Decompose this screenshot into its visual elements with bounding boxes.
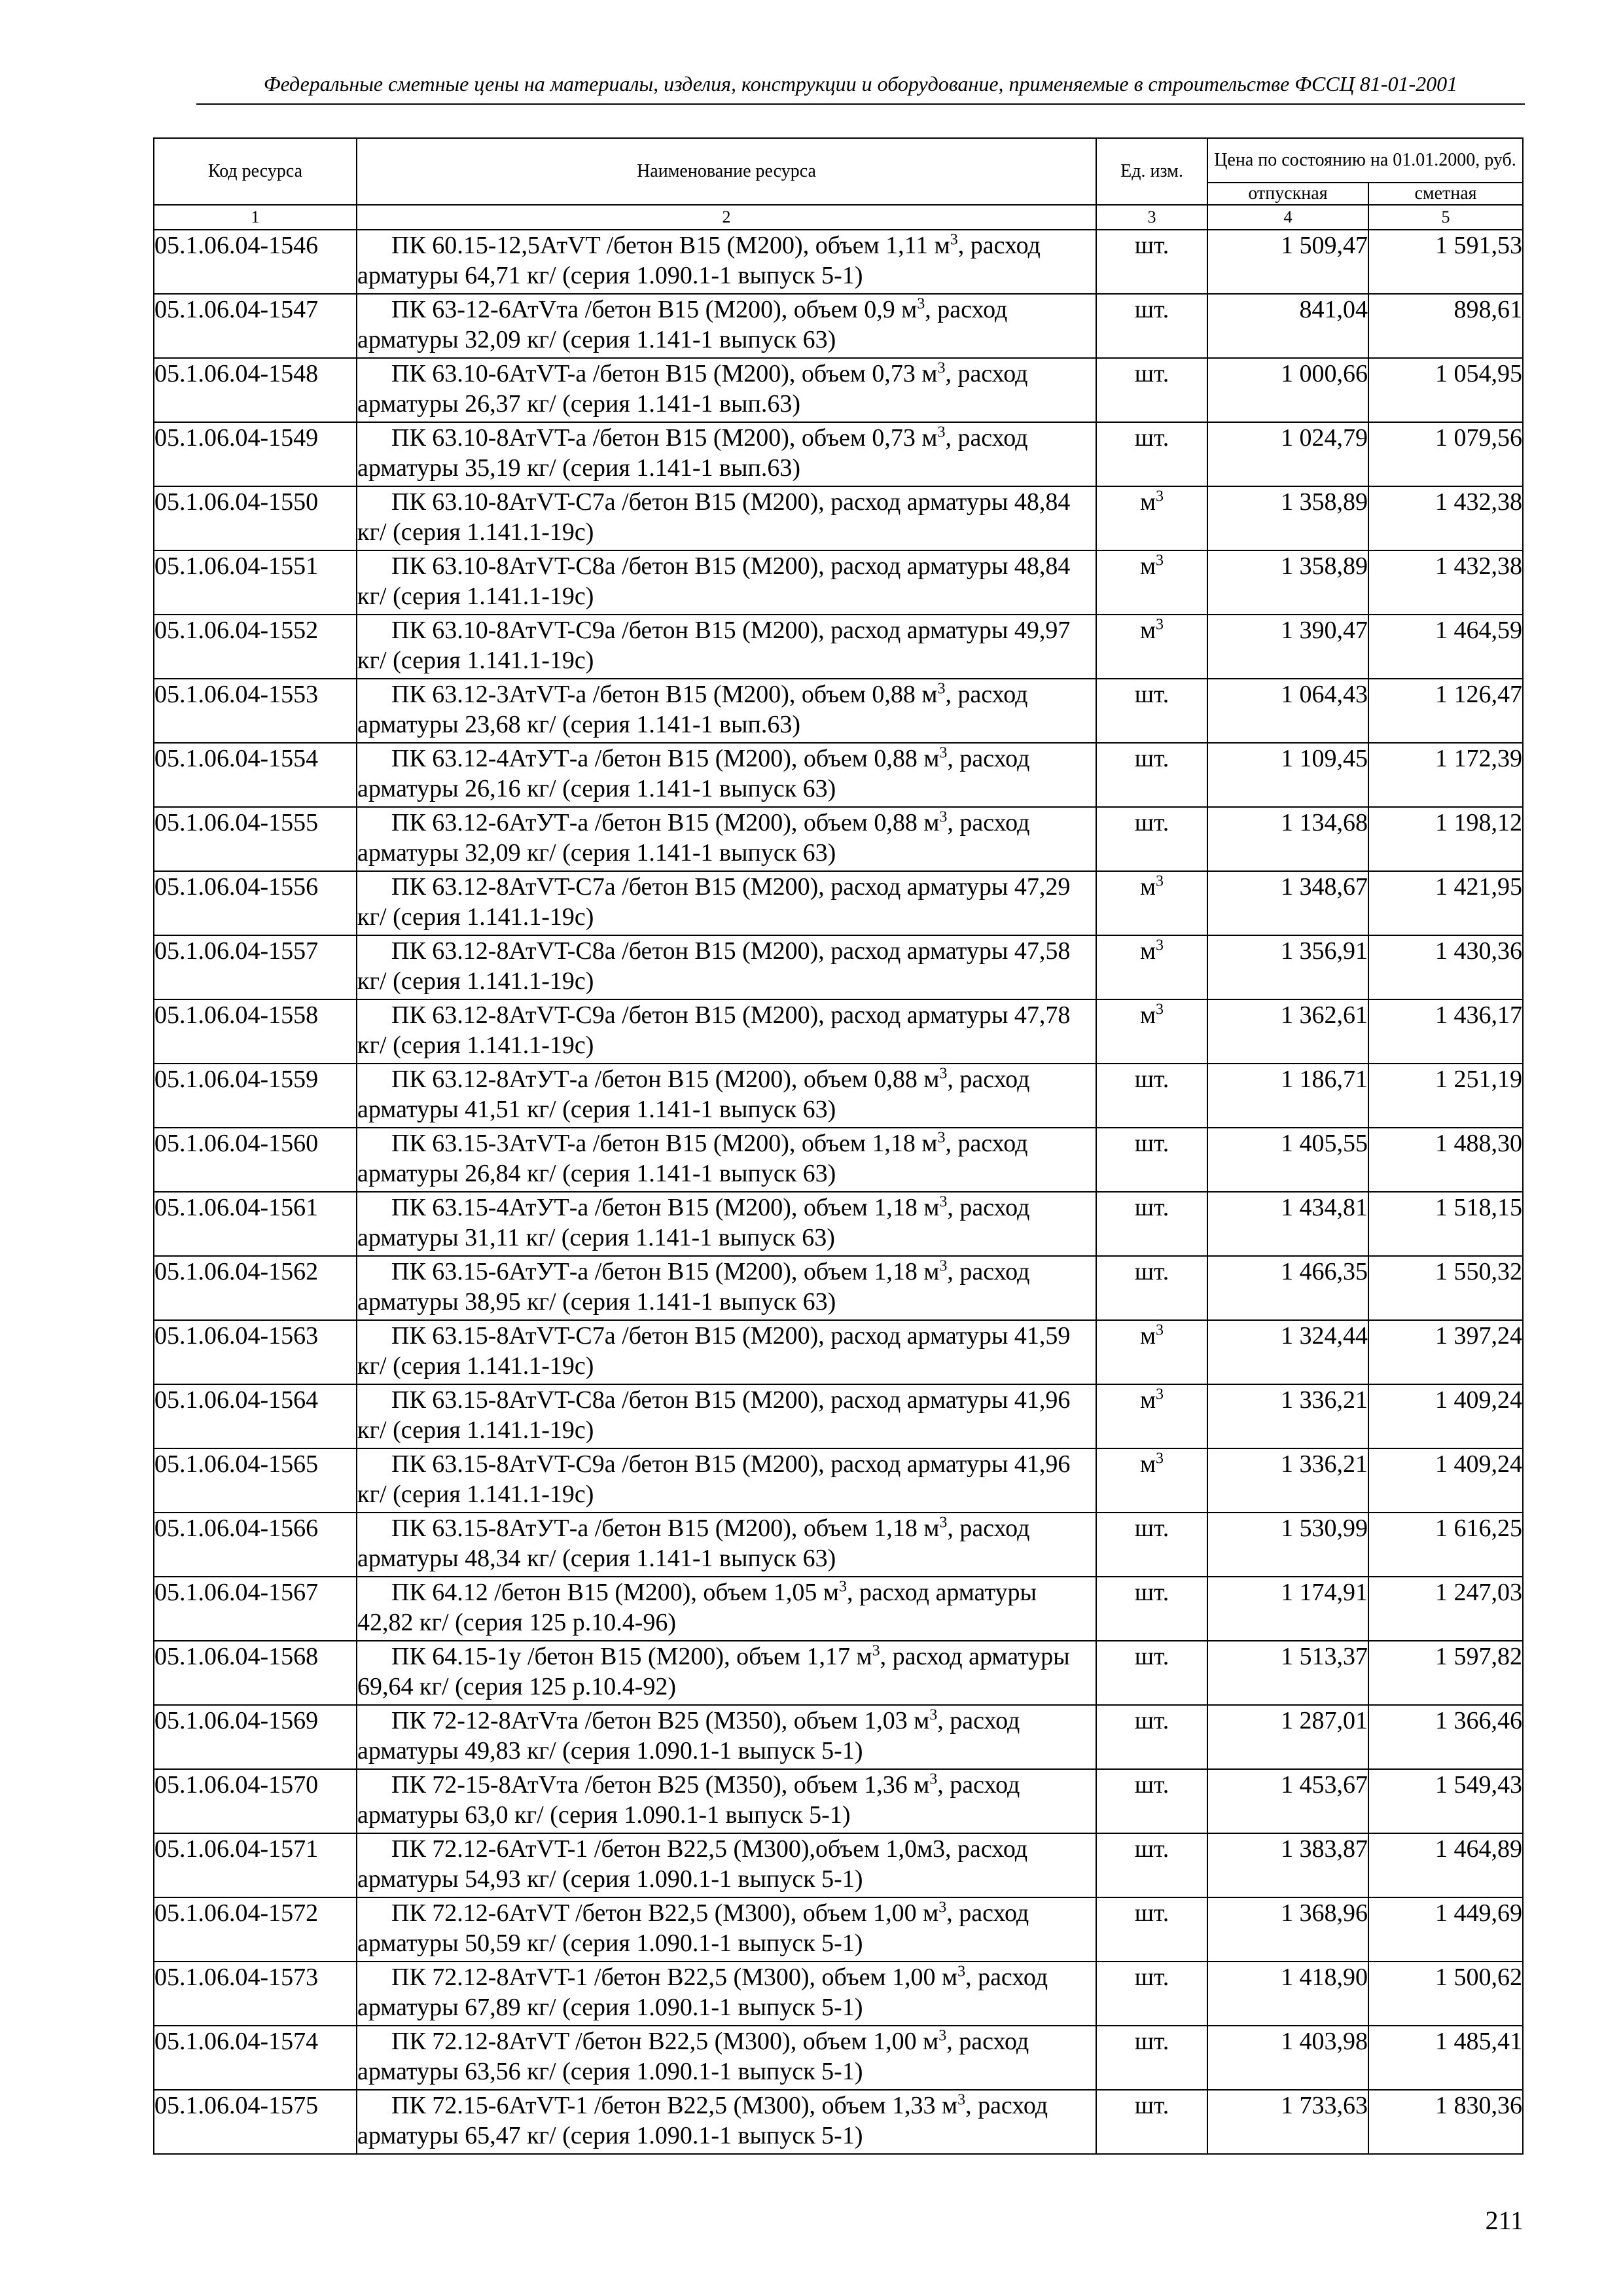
table-row (154, 1897, 1523, 1962)
header-rule (196, 103, 1525, 105)
resource-name-cell: ПК 63.15-8АтVT-С7а /бетон В15 (М200), расход арматуры 41,59 кг/ (серия 1.141.1-19с) (357, 1320, 1096, 1384)
release-price-cell: 1 348,67 (1207, 871, 1368, 935)
estimate-price-cell: 1 449,69 (1368, 1897, 1523, 1962)
page-number: 211 (1485, 2206, 1524, 2235)
table-row (154, 422, 1523, 486)
release-price-cell: 1 356,91 (1207, 935, 1368, 999)
release-price-cell: 1 358,89 (1207, 550, 1368, 615)
table-row (154, 743, 1523, 807)
resource-name-cell: ПК 64.15-1у /бетон В15 (М200), объем 1,17 $м^3$, расход арматуры 69,64 кг/ (серия 125 р.10.4-92) (357, 1641, 1096, 1705)
resource-code-cell: 05.1.06.04-1559 (154, 1064, 357, 1128)
column-number: 2 (357, 205, 1096, 230)
resource-name-cell: ПК 63-12-6АтVта /бетон В15 (М200), объем 0,9 $м^3$, расход арматуры 32,09 кг/ (серия 1.141-1 выпуск 63) (357, 294, 1096, 358)
resource-name-cell: ПК 63.10-8АтVT-С9а /бетон В15 (М200), расход арматуры 49,97 кг/ (серия 1.141.1-19с) (357, 615, 1096, 679)
estimate-price-cell: 1 597,82 (1368, 1641, 1523, 1705)
resource-name-cell: ПК 63.15-6АтУТ-а /бетон В15 (М200), объем 1,18 $м^3$, расход арматуры 38,95 кг/ (серия 1.141-1 выпуск 63) (357, 1256, 1096, 1320)
estimate-price-cell: 1 518,15 (1368, 1192, 1523, 1256)
resource-code-cell: 05.1.06.04-1566 (154, 1513, 357, 1577)
release-price-cell: 1 324,44 (1207, 1320, 1368, 1384)
resource-name-cell: ПК 60.15-12,5АтVT /бетон В15 (М200), объем 1,11 $м^3$, расход арматуры 64,71 кг/ (серия 1.090.1-1 выпуск 5-1) (357, 230, 1096, 294)
table-row (154, 1769, 1523, 1833)
resource-name-cell: ПК 63.12-6АтУТ-а /бетон В15 (М200), объем 0,88 $м^3$, расход арматуры 32,09 кг/ (серия 1.141-1 выпуск 63) (357, 807, 1096, 871)
table-row (154, 999, 1523, 1064)
column-number: 5 (1368, 205, 1523, 230)
unit-cell: шт. (1096, 358, 1207, 422)
table-row (154, 679, 1523, 743)
estimate-price-cell: 1 247,03 (1368, 1577, 1523, 1641)
resource-code-cell: 05.1.06.04-1551 (154, 550, 357, 615)
release-price-cell: 1 466,35 (1207, 1256, 1368, 1320)
estimate-price-cell: 1 464,59 (1368, 615, 1523, 679)
unit-cell: шт. (1096, 1641, 1207, 1705)
unit-cell: шт. (1096, 679, 1207, 743)
release-price-cell: 1 733,63 (1207, 2090, 1368, 2154)
release-price-cell: 1 509,47 (1207, 230, 1368, 294)
resource-code-cell: 05.1.06.04-1575 (154, 2090, 357, 2154)
release-price-cell: 1 336,21 (1207, 1384, 1368, 1448)
resource-code-cell: 05.1.06.04-1570 (154, 1769, 357, 1833)
resource-name-cell: ПК 63.15-3АтVT-а /бетон В15 (М200), объем 1,18 $м^3$, расход арматуры 26,84 кг/ (серия 1.141-1 выпуск 63) (357, 1128, 1096, 1192)
resource-code-cell: 05.1.06.04-1573 (154, 1962, 357, 2026)
release-price-cell: 1 064,43 (1207, 679, 1368, 743)
table-row (154, 1192, 1523, 1256)
table-row (154, 1641, 1523, 1705)
price-table (153, 137, 1524, 2155)
resource-code-cell: 05.1.06.04-1569 (154, 1705, 357, 1769)
table-row (154, 2026, 1523, 2090)
resource-name-cell: ПК 63.10-8АтVT-С7а /бетон В15 (М200), расход арматуры 48,84 кг/ (серия 1.141.1-19с) (357, 486, 1096, 550)
unit-cell: $м^3$ (1096, 615, 1207, 679)
estimate-price-cell: 1 430,36 (1368, 935, 1523, 999)
unit-cell: шт. (1096, 1962, 1207, 2026)
table-row (154, 1320, 1523, 1384)
resource-code-cell: 05.1.06.04-1550 (154, 486, 357, 550)
table-row (154, 871, 1523, 935)
header-estimate-price: сметная (1368, 183, 1523, 205)
estimate-price-cell: 1 500,62 (1368, 1962, 1523, 2026)
unit-cell: шт. (1096, 1192, 1207, 1256)
resource-name-cell: ПК 63.15-8АтVT-С9а /бетон В15 (М200), расход арматуры 41,96 кг/ (серия 1.141.1-19с) (357, 1448, 1096, 1513)
resource-name-cell: ПК 72-12-8АтVта /бетон В25 (М350), объем 1,03 $м^3$, расход арматуры 49,83 кг/ (серия 1.090.1-1 выпуск 5-1) (357, 1705, 1096, 1769)
resource-name-cell: ПК 72.12-6АтVT /бетон В22,5 (М300), объем 1,00 $м^3$, расход арматуры 50,59 кг/ (серия 1.090.1-1 выпуск 5-1) (357, 1897, 1096, 1962)
estimate-price-cell: 1 830,36 (1368, 2090, 1523, 2154)
column-number: 1 (154, 205, 357, 230)
unit-cell: шт. (1096, 1128, 1207, 1192)
estimate-price-cell: 1 432,38 (1368, 550, 1523, 615)
unit-cell: $м^3$ (1096, 999, 1207, 1064)
table-row (154, 230, 1523, 294)
release-price-cell: 1 418,90 (1207, 1962, 1368, 2026)
resource-code-cell: 05.1.06.04-1548 (154, 358, 357, 422)
table-row (154, 1128, 1523, 1192)
unit-cell: шт. (1096, 1833, 1207, 1897)
header-code: Код ресурса (154, 138, 357, 205)
unit-cell: шт. (1096, 807, 1207, 871)
resource-name-cell: ПК 63.12-8АтУТ-а /бетон В15 (М200), объем 0,88 $м^3$, расход арматуры 41,51 кг/ (серия 1.141-1 выпуск 63) (357, 1064, 1096, 1128)
resource-name-cell: ПК 63.12-8АтVT-С9а /бетон В15 (М200), расход арматуры 47,78 кг/ (серия 1.141.1-19с) (357, 999, 1096, 1064)
table-row (154, 550, 1523, 615)
resource-name-cell: ПК 63.15-4АтУТ-а /бетон В15 (М200), объем 1,18 $м^3$, расход арматуры 31,11 кг/ (серия 1.141-1 выпуск 63) (357, 1192, 1096, 1256)
unit-cell: шт. (1096, 2026, 1207, 2090)
unit-cell: $м^3$ (1096, 1384, 1207, 1448)
release-price-cell: 1 186,71 (1207, 1064, 1368, 1128)
table-row (154, 935, 1523, 999)
estimate-price-cell: 1 591,53 (1368, 230, 1523, 294)
release-price-cell: 1 000,66 (1207, 358, 1368, 422)
estimate-price-cell: 1 054,95 (1368, 358, 1523, 422)
resource-code-cell: 05.1.06.04-1560 (154, 1128, 357, 1192)
table-row (154, 1833, 1523, 1897)
unit-cell: шт. (1096, 2090, 1207, 2154)
release-price-cell: 1 109,45 (1207, 743, 1368, 807)
table-row (154, 1577, 1523, 1641)
page-header-title: Федеральные сметные цены на материалы, изделия, конструкции и оборудование, применяемые в строительстве ФССЦ 81-01-2001 (263, 72, 1458, 96)
release-price-cell: 1 403,98 (1207, 2026, 1368, 2090)
resource-code-cell: 05.1.06.04-1572 (154, 1897, 357, 1962)
resource-name-cell: ПК 63.12-8АтVT-С8а /бетон В15 (М200), расход арматуры 47,58 кг/ (серия 1.141.1-19с) (357, 935, 1096, 999)
table-row (154, 1064, 1523, 1128)
table-row (154, 294, 1523, 358)
resource-name-cell: ПК 63.15-8АтУТ-а /бетон В15 (М200), объем 1,18 $м^3$, расход арматуры 48,34 кг/ (серия 1.141-1 выпуск 63) (357, 1513, 1096, 1577)
resource-code-cell: 05.1.06.04-1568 (154, 1641, 357, 1705)
unit-cell: шт. (1096, 1705, 1207, 1769)
resource-code-cell: 05.1.06.04-1563 (154, 1320, 357, 1384)
resource-name-cell: ПК 63.12-4АтУТ-а /бетон В15 (М200), объем 0,88 $м^3$, расход арматуры 26,16 кг/ (серия 1.141-1 выпуск 63) (357, 743, 1096, 807)
resource-code-cell: 05.1.06.04-1549 (154, 422, 357, 486)
release-price-cell: 1 434,81 (1207, 1192, 1368, 1256)
unit-cell: $м^3$ (1096, 1320, 1207, 1384)
resource-code-cell: 05.1.06.04-1574 (154, 2026, 357, 2090)
resource-code-cell: 05.1.06.04-1562 (154, 1256, 357, 1320)
unit-cell: шт. (1096, 1769, 1207, 1833)
table-row (154, 1448, 1523, 1513)
estimate-price-cell: 1 421,95 (1368, 871, 1523, 935)
resource-code-cell: 05.1.06.04-1557 (154, 935, 357, 999)
table-row (154, 1962, 1523, 2026)
release-price-cell: 1 405,55 (1207, 1128, 1368, 1192)
unit-cell: шт. (1096, 294, 1207, 358)
estimate-price-cell: 1 550,32 (1368, 1256, 1523, 1320)
resource-code-cell: 05.1.06.04-1547 (154, 294, 357, 358)
resource-name-cell: ПК 72-15-8АтVта /бетон В25 (М350), объем 1,36 $м^3$, расход арматуры 63,0 кг/ (серия 1.090.1-1 выпуск 5-1) (357, 1769, 1096, 1833)
table-row (154, 486, 1523, 550)
unit-cell: $м^3$ (1096, 550, 1207, 615)
resource-code-cell: 05.1.06.04-1567 (154, 1577, 357, 1641)
table-body (154, 230, 1523, 2154)
resource-code-cell: 05.1.06.04-1565 (154, 1448, 357, 1513)
estimate-price-cell: 898,61 (1368, 294, 1523, 358)
table-row (154, 358, 1523, 422)
estimate-price-cell: 1 409,24 (1368, 1384, 1523, 1448)
release-price-cell: 1 134,68 (1207, 807, 1368, 871)
unit-cell: шт. (1096, 1513, 1207, 1577)
table-row (154, 1705, 1523, 1769)
release-price-cell: 1 362,61 (1207, 999, 1368, 1064)
estimate-price-cell: 1 172,39 (1368, 743, 1523, 807)
estimate-price-cell: 1 616,25 (1368, 1513, 1523, 1577)
resource-code-cell: 05.1.06.04-1561 (154, 1192, 357, 1256)
resource-code-cell: 05.1.06.04-1558 (154, 999, 357, 1064)
resource-name-cell: ПК 63.10-8АтVT-С8а /бетон В15 (М200), расход арматуры 48,84 кг/ (серия 1.141.1-19с) (357, 550, 1096, 615)
resource-code-cell: 05.1.06.04-1553 (154, 679, 357, 743)
release-price-cell: 1 368,96 (1207, 1897, 1368, 1962)
release-price-cell: 1 287,01 (1207, 1705, 1368, 1769)
table-row (154, 1256, 1523, 1320)
resource-code-cell: 05.1.06.04-1554 (154, 743, 357, 807)
estimate-price-cell: 1 436,17 (1368, 999, 1523, 1064)
unit-cell: $м^3$ (1096, 871, 1207, 935)
resource-name-cell: ПК 72.15-6АтVT-1 /бетон В22,5 (М300), объем 1,33 $м^3$, расход арматуры 65,47 кг/ (серия 1.090.1-1 выпуск 5-1) (357, 2090, 1096, 2154)
unit-cell: шт. (1096, 230, 1207, 294)
resource-code-cell: 05.1.06.04-1556 (154, 871, 357, 935)
release-price-cell: 1 174,91 (1207, 1577, 1368, 1641)
resource-code-cell: 05.1.06.04-1552 (154, 615, 357, 679)
resource-name-cell: ПК 72.12-8АтVT-1 /бетон В22,5 (М300), объем 1,00 $м^3$, расход арматуры 67,89 кг/ (серия 1.090.1-1 выпуск 5-1) (357, 1962, 1096, 2026)
header-release-price: отпускная (1207, 183, 1368, 205)
unit-cell: шт. (1096, 422, 1207, 486)
release-price-cell: 1 383,87 (1207, 1833, 1368, 1897)
release-price-cell: 1 453,67 (1207, 1769, 1368, 1833)
estimate-price-cell: 1 198,12 (1368, 807, 1523, 871)
header-unit: Ед. изм. (1096, 138, 1207, 205)
resource-code-cell: 05.1.06.04-1555 (154, 807, 357, 871)
table-row (154, 615, 1523, 679)
estimate-price-cell: 1 126,47 (1368, 679, 1523, 743)
release-price-cell: 841,04 (1207, 294, 1368, 358)
table-row (154, 1513, 1523, 1577)
resource-name-cell: ПК 63.12-3АтVT-а /бетон В15 (М200), объем 0,88 $м^3$, расход арматуры 23,68 кг/ (серия 1.141-1 вып.63) (357, 679, 1096, 743)
estimate-price-cell: 1 409,24 (1368, 1448, 1523, 1513)
unit-cell: шт. (1096, 1064, 1207, 1128)
unit-cell: $м^3$ (1096, 1448, 1207, 1513)
resource-name-cell: ПК 63.10-6АтVT-а /бетон В15 (М200), объем 0,73 $м^3$, расход арматуры 26,37 кг/ (серия 1.141-1 вып.63) (357, 358, 1096, 422)
table-row (154, 2090, 1523, 2154)
header-price-group: Цена по состоянию на 01.01.2000, руб. (1207, 138, 1523, 183)
column-number: 3 (1096, 205, 1207, 230)
unit-cell: шт. (1096, 743, 1207, 807)
resource-code-cell: 05.1.06.04-1564 (154, 1384, 357, 1448)
unit-cell: $м^3$ (1096, 935, 1207, 999)
column-number: 4 (1207, 205, 1368, 230)
header-name: Наименование ресурса (357, 138, 1096, 205)
estimate-price-cell: 1 251,19 (1368, 1064, 1523, 1128)
unit-cell: шт. (1096, 1256, 1207, 1320)
resource-name-cell: ПК 72.12-8АтVT /бетон В22,5 (М300), объем 1,00 $м^3$, расход арматуры 63,56 кг/ (серия 1.090.1-1 выпуск 5-1) (357, 2026, 1096, 2090)
resource-name-cell: ПК 64.12 /бетон В15 (М200), объем 1,05 $м^3$, расход арматуры 42,82 кг/ (серия 125 р.10.4-96) (357, 1577, 1096, 1641)
estimate-price-cell: 1 432,38 (1368, 486, 1523, 550)
estimate-price-cell: 1 488,30 (1368, 1128, 1523, 1192)
unit-cell: $м^3$ (1096, 486, 1207, 550)
release-price-cell: 1 024,79 (1207, 422, 1368, 486)
release-price-cell: 1 513,37 (1207, 1641, 1368, 1705)
unit-cell: шт. (1096, 1897, 1207, 1962)
release-price-cell: 1 530,99 (1207, 1513, 1368, 1577)
estimate-price-cell: 1 464,89 (1368, 1833, 1523, 1897)
release-price-cell: 1 336,21 (1207, 1448, 1368, 1513)
estimate-price-cell: 1 397,24 (1368, 1320, 1523, 1384)
release-price-cell: 1 358,89 (1207, 486, 1368, 550)
estimate-price-cell: 1 079,56 (1368, 422, 1523, 486)
estimate-price-cell: 1 549,43 (1368, 1769, 1523, 1833)
estimate-price-cell: 1 366,46 (1368, 1705, 1523, 1769)
table-row (154, 1384, 1523, 1448)
resource-code-cell: 05.1.06.04-1546 (154, 230, 357, 294)
table-row (154, 807, 1523, 871)
resource-code-cell: 05.1.06.04-1571 (154, 1833, 357, 1897)
unit-cell: шт. (1096, 1577, 1207, 1641)
resource-name-cell: ПК 63.10-8АтVT-а /бетон В15 (М200), объем 0,73 $м^3$, расход арматуры 35,19 кг/ (серия 1.141-1 вып.63) (357, 422, 1096, 486)
estimate-price-cell: 1 485,41 (1368, 2026, 1523, 2090)
resource-name-cell: ПК 63.12-8АтVT-С7а /бетон В15 (М200), расход арматуры 47,29 кг/ (серия 1.141.1-19с) (357, 871, 1096, 935)
resource-name-cell: ПК 72.12-6АтVT-1 /бетон В22,5 (М300),объем 1,0м3, расход арматуры 54,93 кг/ (серия 1.090.1-1 выпуск 5-1) (357, 1833, 1096, 1897)
release-price-cell: 1 390,47 (1207, 615, 1368, 679)
resource-name-cell: ПК 63.15-8АтVT-С8а /бетон В15 (М200), расход арматуры 41,96 кг/ (серия 1.141.1-19с) (357, 1384, 1096, 1448)
